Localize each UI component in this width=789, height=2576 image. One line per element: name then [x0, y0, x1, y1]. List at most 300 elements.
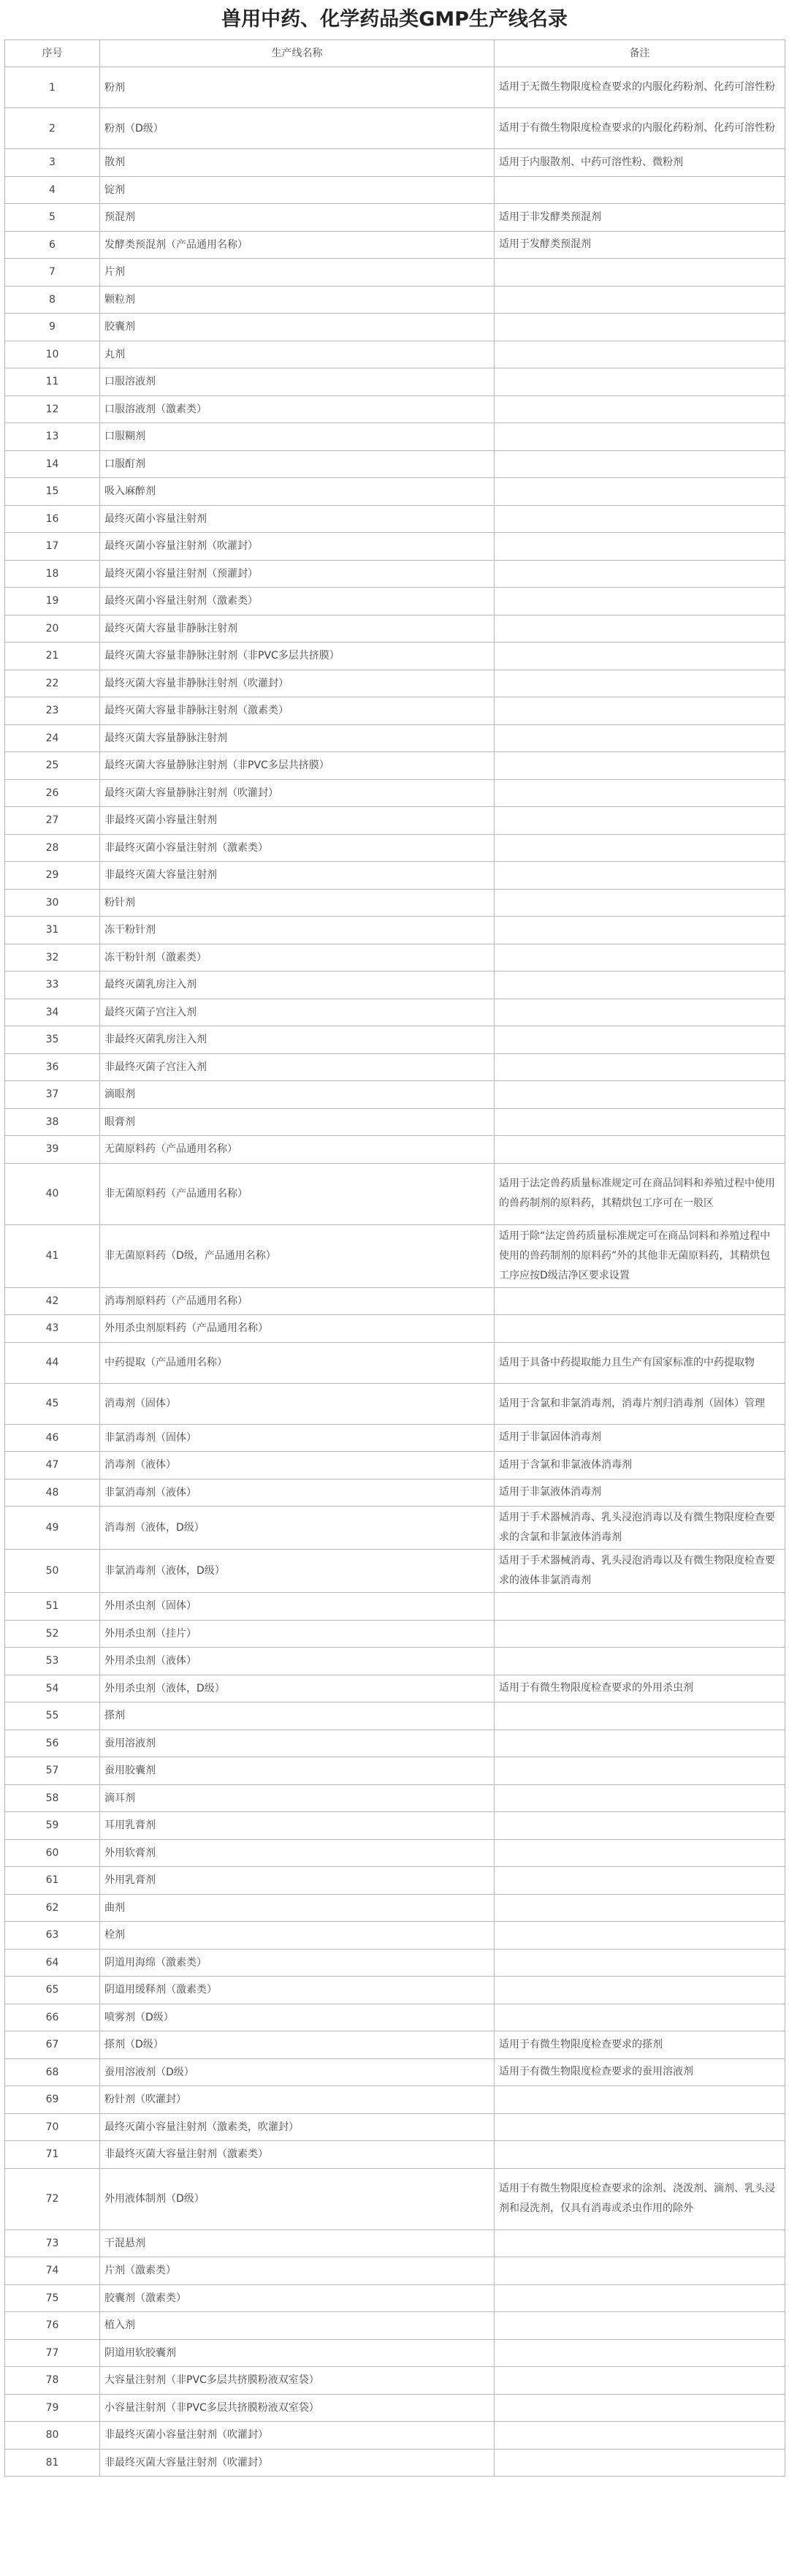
production-line-name: 最终灭菌小容量注射剂（吹灌封）: [100, 533, 495, 561]
row-note: 适用于内服散剂、中药可溶性粉、微粉剂: [495, 149, 785, 177]
production-line-name: 滴眼剂: [100, 1081, 495, 1109]
table-row: [5, 752, 785, 780]
row-note: [495, 1867, 785, 1895]
table-header-row: [5, 40, 785, 67]
row-number: 79: [5, 2394, 100, 2422]
row-number: 37: [5, 1081, 100, 1109]
production-line-name: 非最终灭菌大容量注射剂（激素类）: [100, 2141, 495, 2169]
production-line-name: 干混悬剂: [100, 2230, 495, 2257]
row-number: 42: [5, 1287, 100, 1315]
production-line-name: 非无菌原料药（D级，产品通用名称）: [100, 1224, 495, 1287]
row-number: 74: [5, 2257, 100, 2285]
table-row: [5, 724, 785, 752]
row-number: 73: [5, 2230, 100, 2257]
production-line-name: 消毒剂（液体，D级）: [100, 1507, 495, 1550]
row-note: [495, 2367, 785, 2395]
production-line-name: 口服溶液剂: [100, 368, 495, 396]
row-note: [495, 533, 785, 561]
row-number: 17: [5, 533, 100, 561]
table-row: [5, 176, 785, 204]
row-number: 24: [5, 724, 100, 752]
row-number: 21: [5, 643, 100, 670]
production-line-name: 外用杀虫剂（液体，D级）: [100, 1675, 495, 1702]
row-number: 41: [5, 1224, 100, 1287]
row-note: [495, 697, 785, 725]
production-line-name: 粉针剂: [100, 889, 495, 917]
production-line-name: 颗粒剂: [100, 286, 495, 314]
row-number: 75: [5, 2284, 100, 2312]
table-row: [5, 1550, 785, 1593]
table-row: [5, 1507, 785, 1550]
production-line-name: 非最终灭菌大容量注射剂: [100, 862, 495, 890]
production-line-name: 消毒剂（液体）: [100, 1452, 495, 1480]
table-row: [5, 368, 785, 396]
row-number: 69: [5, 2086, 100, 2114]
production-line-name: 曲剂: [100, 1894, 495, 1922]
row-note: [495, 1287, 785, 1315]
row-number: 51: [5, 1593, 100, 1621]
production-line-name: 片剂: [100, 259, 495, 287]
row-note: 适用于含氯和非氯液体消毒剂: [495, 1452, 785, 1480]
row-number: 72: [5, 2168, 100, 2230]
row-note: [495, 1136, 785, 1164]
production-line-name: 植入剂: [100, 2312, 495, 2340]
row-note: [495, 752, 785, 780]
row-note: [495, 2113, 785, 2141]
row-note: [495, 478, 785, 506]
table-row: [5, 1383, 785, 1424]
row-number: 77: [5, 2339, 100, 2367]
row-number: 16: [5, 505, 100, 533]
row-number: 48: [5, 1479, 100, 1507]
production-line-name: 发酵类预混剂（产品通用名称）: [100, 231, 495, 259]
table-row: [5, 560, 785, 588]
table-row: [5, 2422, 785, 2450]
production-line-name: 消毒剂原料药（产品通用名称）: [100, 1287, 495, 1315]
production-line-name: 最终灭菌大容量静脉注射剂: [100, 724, 495, 752]
row-number: 3: [5, 149, 100, 177]
table-row: [5, 505, 785, 533]
page-title: 兽用中药、化学药品类GMP生产线名录: [221, 8, 568, 31]
production-line-name: 最终灭菌大容量静脉注射剂（非PVC多层共挤膜）: [100, 752, 495, 780]
table-row: [5, 149, 785, 177]
table-row: [5, 1784, 785, 1812]
row-number: 44: [5, 1342, 100, 1383]
row-number: 50: [5, 1550, 100, 1593]
row-number: 30: [5, 889, 100, 917]
production-line-name: 粉剂: [100, 67, 495, 108]
row-number: 70: [5, 2113, 100, 2141]
table-row: [5, 2086, 785, 2114]
row-number: 78: [5, 2367, 100, 2395]
row-note: 适用于非发酵类预混剂: [495, 204, 785, 232]
row-number: 18: [5, 560, 100, 588]
table-row: [5, 108, 785, 149]
row-note: 适用于无微生物限度检查要求的内服化药粉剂、化药可溶性粉: [495, 67, 785, 108]
production-line-name: 丸剂: [100, 341, 495, 368]
production-line-name: 粉针剂（吹灌封）: [100, 2086, 495, 2114]
row-number: 58: [5, 1784, 100, 1812]
row-note: [495, 1839, 785, 1867]
row-number: 47: [5, 1452, 100, 1480]
row-note: [495, 2394, 785, 2422]
table-row: [5, 2312, 785, 2340]
table-row: [5, 779, 785, 807]
row-note: [495, 1648, 785, 1675]
row-number: 23: [5, 697, 100, 725]
table-row: [5, 2058, 785, 2086]
table-row: [5, 204, 785, 232]
production-line-name: 吸入麻醉剂: [100, 478, 495, 506]
production-line-name: 搽剂（D级）: [100, 2031, 495, 2059]
row-note: [495, 1757, 785, 1785]
row-note: 适用于具备中药提取能力且生产有国家标准的中药提取物: [495, 1342, 785, 1383]
row-number: 60: [5, 1839, 100, 1867]
production-line-name: 最终灭菌乳房注入剂: [100, 971, 495, 999]
table-row: [5, 2113, 785, 2141]
row-note: [495, 615, 785, 643]
row-number: 57: [5, 1757, 100, 1785]
row-note: [495, 560, 785, 588]
row-number: 56: [5, 1730, 100, 1757]
production-line-name: 胶囊剂（激素类）: [100, 2284, 495, 2312]
row-note: 适用于含氯和非氯消毒剂，消毒片剂归消毒剂（固体）管理: [495, 1383, 785, 1424]
production-line-name: 非无菌原料药（产品通用名称）: [100, 1163, 495, 1224]
production-line-name: 蚕用溶液剂（D级）: [100, 2058, 495, 2086]
production-line-name: 冻干粉针剂（激素类）: [100, 944, 495, 971]
table-row: [5, 1648, 785, 1675]
table-row: [5, 395, 785, 423]
table-row: [5, 2449, 785, 2477]
production-line-name: 外用杀虫剂（挂片）: [100, 1620, 495, 1648]
row-number: 62: [5, 1894, 100, 1922]
production-line-name: 阴道用软胶囊剂: [100, 2339, 495, 2367]
production-line-name: 眼膏剂: [100, 1108, 495, 1136]
production-line-name: 非氯消毒剂（液体，D级）: [100, 1550, 495, 1593]
row-note: [495, 1784, 785, 1812]
production-line-name: 最终灭菌小容量注射剂（预灌封）: [100, 560, 495, 588]
row-number: 12: [5, 395, 100, 423]
table-row: [5, 697, 785, 725]
production-line-name: 胶囊剂: [100, 314, 495, 341]
production-line-name: 最终灭菌小容量注射剂（激素类）: [100, 588, 495, 615]
row-note: 适用于手术器械消毒、乳头浸泡消毒以及有微生物限度检查要求的含氯和非氯液体消毒剂: [495, 1507, 785, 1550]
row-note: [495, 2004, 785, 2031]
row-number: 46: [5, 1424, 100, 1452]
table-row: [5, 1620, 785, 1648]
table-row: [5, 1922, 785, 1950]
table-body: [5, 67, 785, 2477]
table-row: [5, 1839, 785, 1867]
table-row: [5, 1894, 785, 1922]
header-name: 生产线名称: [100, 40, 495, 67]
table-row: [5, 1136, 785, 1164]
row-note: [495, 807, 785, 835]
row-number: 11: [5, 368, 100, 396]
production-line-name: 非氯消毒剂（液体）: [100, 1479, 495, 1507]
table-row: [5, 1867, 785, 1895]
table-row: [5, 1479, 785, 1507]
table-row: [5, 643, 785, 670]
row-note: [495, 1108, 785, 1136]
table-row: [5, 1812, 785, 1840]
row-note: [495, 450, 785, 478]
production-line-name: 锭剂: [100, 176, 495, 204]
row-number: 28: [5, 834, 100, 862]
row-number: 76: [5, 2312, 100, 2340]
row-note: [495, 862, 785, 890]
row-note: 适用于有微生物限度检查要求的外用杀虫剂: [495, 1675, 785, 1702]
row-number: 67: [5, 2031, 100, 2059]
table-row: [5, 1675, 785, 1702]
row-note: [495, 724, 785, 752]
production-line-name: 外用乳膏剂: [100, 1867, 495, 1895]
table-row: [5, 423, 785, 451]
production-line-name: 最终灭菌小容量注射剂: [100, 505, 495, 533]
production-line-name: 滴耳剂: [100, 1784, 495, 1812]
table-row: [5, 67, 785, 108]
row-number: 25: [5, 752, 100, 780]
production-line-table: [4, 39, 785, 2477]
production-line-name: 最终灭菌小容量注射剂（激素类，吹灌封）: [100, 2113, 495, 2141]
row-note: [495, 588, 785, 615]
row-note: [495, 1315, 785, 1343]
row-note: 适用于有微生物限度检查要求的搽剂: [495, 2031, 785, 2059]
row-note: [495, 2086, 785, 2114]
row-number: 29: [5, 862, 100, 890]
row-number: 36: [5, 1053, 100, 1081]
row-note: [495, 176, 785, 204]
row-note: [495, 423, 785, 451]
production-line-name: 栓剂: [100, 1922, 495, 1950]
row-number: 32: [5, 944, 100, 971]
row-number: 81: [5, 2449, 100, 2477]
row-number: 61: [5, 1867, 100, 1895]
table-row: [5, 478, 785, 506]
table-row: [5, 1315, 785, 1343]
table-row: [5, 2141, 785, 2169]
row-note: [495, 1730, 785, 1757]
production-line-name: 片剂（激素类）: [100, 2257, 495, 2285]
row-number: 40: [5, 1163, 100, 1224]
production-line-name: 搽剂: [100, 1702, 495, 1730]
production-line-name: 最终灭菌大容量非静脉注射剂（吹灌封）: [100, 670, 495, 697]
row-number: 13: [5, 423, 100, 451]
row-note: [495, 889, 785, 917]
production-line-name: 阴道用缓释剂（激素类）: [100, 1977, 495, 2004]
row-note: [495, 779, 785, 807]
row-note: [495, 2339, 785, 2367]
row-number: 31: [5, 917, 100, 944]
table-row: [5, 314, 785, 341]
production-line-name: 最终灭菌子宫注入剂: [100, 999, 495, 1026]
table-row: [5, 2168, 785, 2230]
row-note: [495, 1949, 785, 1977]
production-line-name: 预混剂: [100, 204, 495, 232]
table-row: [5, 1702, 785, 1730]
production-line-name: 外用液体制剂（D级）: [100, 2168, 495, 2230]
production-line-name: 粉剂（D级）: [100, 108, 495, 149]
row-number: 55: [5, 1702, 100, 1730]
row-note: [495, 2449, 785, 2477]
row-number: 5: [5, 204, 100, 232]
row-note: [495, 2230, 785, 2257]
row-note: [495, 1081, 785, 1109]
table-row: [5, 2257, 785, 2285]
table-row: [5, 807, 785, 835]
production-line-name: 最终灭菌大容量非静脉注射剂（激素类）: [100, 697, 495, 725]
production-line-name: 外用杀虫剂（固体）: [100, 1593, 495, 1621]
table-row: [5, 999, 785, 1026]
table-row: [5, 2339, 785, 2367]
table-row: [5, 1757, 785, 1785]
production-line-name: 大容量注射剂（非PVC多层共挤膜粉液双室袋）: [100, 2367, 495, 2395]
row-number: 19: [5, 588, 100, 615]
row-note: [495, 971, 785, 999]
row-number: 6: [5, 231, 100, 259]
row-note: 适用于发酵类预混剂: [495, 231, 785, 259]
row-note: [495, 2257, 785, 2285]
row-note: [495, 2284, 785, 2312]
table-row: [5, 834, 785, 862]
production-line-name: 外用杀虫剂（液体）: [100, 1648, 495, 1675]
production-line-name: 喷雾剂（D级）: [100, 2004, 495, 2031]
row-number: 2: [5, 108, 100, 149]
row-number: 38: [5, 1108, 100, 1136]
table-row: [5, 670, 785, 697]
table-row: [5, 259, 785, 287]
row-note: [495, 670, 785, 697]
table-row: [5, 889, 785, 917]
table-row: [5, 1424, 785, 1452]
table-row: [5, 1026, 785, 1054]
row-note: [495, 2312, 785, 2340]
row-note: 适用于手术器械消毒、乳头浸泡消毒以及有微生物限度检查要求的液体非氯消毒剂: [495, 1550, 785, 1593]
row-note: [495, 286, 785, 314]
row-number: 26: [5, 779, 100, 807]
table-row: [5, 231, 785, 259]
production-line-name: 外用软膏剂: [100, 1839, 495, 1867]
row-number: 68: [5, 2058, 100, 2086]
header-no: 序号: [5, 40, 100, 67]
table-row: [5, 2004, 785, 2031]
production-line-name: 耳用乳膏剂: [100, 1812, 495, 1840]
row-number: 8: [5, 286, 100, 314]
row-number: 39: [5, 1136, 100, 1164]
table-row: [5, 1287, 785, 1315]
row-note: [495, 505, 785, 533]
row-number: 1: [5, 67, 100, 108]
row-number: 10: [5, 341, 100, 368]
table-row: [5, 2394, 785, 2422]
row-note: [495, 917, 785, 944]
row-number: 54: [5, 1675, 100, 1702]
row-number: 14: [5, 450, 100, 478]
production-line-name: 非最终灭菌小容量注射剂（吹灌封）: [100, 2422, 495, 2450]
table-row: [5, 1977, 785, 2004]
row-number: 27: [5, 807, 100, 835]
table-row: [5, 2367, 785, 2395]
row-number: 34: [5, 999, 100, 1026]
row-number: 53: [5, 1648, 100, 1675]
table-row: [5, 1342, 785, 1383]
production-line-name: 最终灭菌大容量静脉注射剂（吹灌封）: [100, 779, 495, 807]
production-line-name: 非最终灭菌子宫注入剂: [100, 1053, 495, 1081]
production-line-name: 中药提取（产品通用名称）: [100, 1342, 495, 1383]
row-note: [495, 1593, 785, 1621]
row-note: 适用于有微生物限度检查要求的蚕用溶液剂: [495, 2058, 785, 2086]
row-number: 65: [5, 1977, 100, 2004]
row-number: 7: [5, 259, 100, 287]
table-row: [5, 862, 785, 890]
table-row: [5, 917, 785, 944]
row-number: 15: [5, 478, 100, 506]
table-row: [5, 341, 785, 368]
row-note: [495, 1620, 785, 1648]
table-row: [5, 1108, 785, 1136]
row-note: [495, 1026, 785, 1054]
row-note: [495, 2422, 785, 2450]
table-row: [5, 615, 785, 643]
table-row: [5, 1053, 785, 1081]
row-note: [495, 1053, 785, 1081]
row-note: 适用于法定兽药质量标准规定可在商品饲料和养殖过程中使用的兽药制剂的原料药，其精烘包工序可在一般区: [495, 1163, 785, 1224]
row-note: [495, 259, 785, 287]
production-line-name: 冻干粉针剂: [100, 917, 495, 944]
row-note: [495, 314, 785, 341]
row-note: [495, 368, 785, 396]
table-row: [5, 450, 785, 478]
row-note: [495, 341, 785, 368]
row-note: [495, 1977, 785, 2004]
production-line-name: 非最终灭菌乳房注入剂: [100, 1026, 495, 1054]
row-number: 45: [5, 1383, 100, 1424]
production-line-name: 非最终灭菌大容量注射剂（吹灌封）: [100, 2449, 495, 2477]
row-number: 66: [5, 2004, 100, 2031]
row-note: [495, 395, 785, 423]
row-note: [495, 2141, 785, 2169]
row-note: [495, 1894, 785, 1922]
row-note: [495, 834, 785, 862]
production-line-name: 非最终灭菌小容量注射剂（激素类）: [100, 834, 495, 862]
row-note: 适用于有微生物限度检查要求的涂剂、浇泼剂、滴剂、乳头浸剂和浸洗剂，仅具有消毒或杀虫作用的除外: [495, 2168, 785, 2230]
production-line-name: 蚕用溶液剂: [100, 1730, 495, 1757]
production-line-name: 非最终灭菌小容量注射剂: [100, 807, 495, 835]
production-line-name: 小容量注射剂（非PVC多层共挤膜粉液双室袋）: [100, 2394, 495, 2422]
row-note: [495, 643, 785, 670]
row-note: [495, 944, 785, 971]
production-line-name: 口服糊剂: [100, 423, 495, 451]
production-line-name: 阴道用海绵（激素类）: [100, 1949, 495, 1977]
row-note: 适用于有微生物限度检查要求的内服化药粉剂、化药可溶性粉: [495, 108, 785, 149]
table-row: [5, 1224, 785, 1287]
table-row: [5, 1593, 785, 1621]
row-number: 63: [5, 1922, 100, 1950]
production-line-name: 外用杀虫剂原料药（产品通用名称）: [100, 1315, 495, 1343]
row-note: 适用于非氯液体消毒剂: [495, 1479, 785, 1507]
table-row: [5, 1163, 785, 1224]
row-number: 33: [5, 971, 100, 999]
row-number: 64: [5, 1949, 100, 1977]
production-line-name: 口服酊剂: [100, 450, 495, 478]
production-line-name: 口服溶液剂（激素类）: [100, 395, 495, 423]
header-note: 备注: [495, 40, 785, 67]
table-row: [5, 1949, 785, 1977]
row-note: 适用于除“法定兽药质量标准规定可在商品饲料和养殖过程中使用的兽药制剂的原料药”外的其他非无菌原料药，其精烘包工序应按D级洁净区要求设置: [495, 1224, 785, 1287]
row-note: [495, 1812, 785, 1840]
row-note: [495, 1702, 785, 1730]
row-number: 43: [5, 1315, 100, 1343]
